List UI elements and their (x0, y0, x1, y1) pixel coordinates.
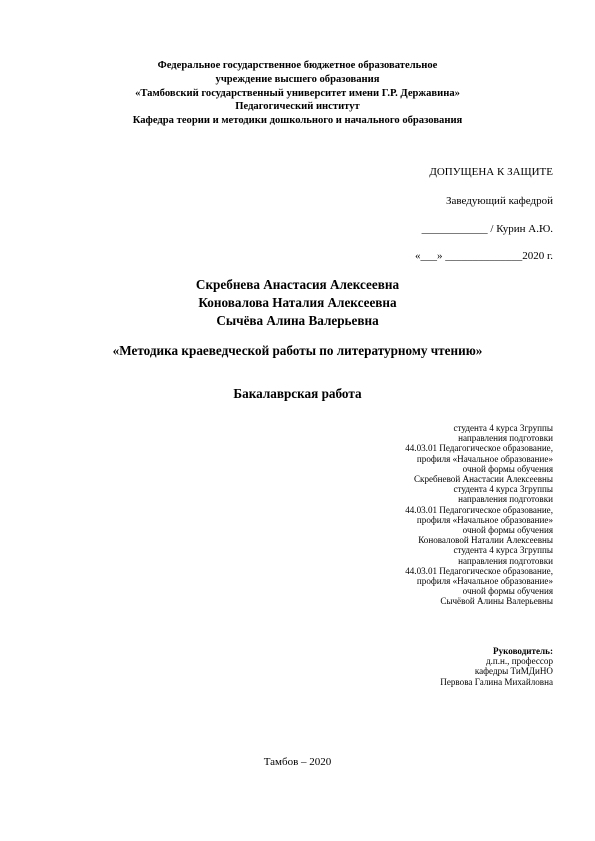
supervisor-label: Руководитель: (493, 646, 553, 656)
author-name: Коновалова Наталия Алексеевна (198, 295, 397, 310)
student-line: студента 4 курса 3группы (453, 423, 553, 433)
authors-block (0, 276, 595, 330)
students-block (405, 423, 553, 607)
signature-line: ____________ / Курин А.Ю. (421, 223, 553, 235)
student-line: 44.03.01 Педагогическое образование, (405, 565, 553, 576)
student-line: 44.03.01 Педагогическое образование, (405, 504, 553, 515)
header-line: Кафедра теории и методики дошкольного и начального образования (132, 115, 463, 127)
student-line: очной формы обучения (462, 586, 553, 597)
thesis-topic: «Методика краеведческой работы по литературному чтению» (112, 343, 483, 358)
student-line: студента 4 курса 3группы (453, 484, 553, 495)
header-line: учреждение высшего образования (215, 73, 380, 85)
student-line: Коноваловой Наталии Алексеевны (418, 535, 553, 546)
student-line: студента 4 курса 3группы (453, 545, 553, 556)
header-line: Педагогический институт (235, 101, 360, 113)
student-line: очной формы обучения (462, 525, 553, 536)
student-line: профиля «Начальное образование» (416, 453, 553, 464)
student-line: профиля «Начальное образование» (416, 576, 553, 587)
header-line: Федеральное государственное бюджетное образовательное (157, 60, 438, 71)
header-line: «Тамбовский государственный университет имени Г.Р. Державина» (135, 87, 460, 99)
student-line: профиля «Начальное образование» (416, 514, 553, 525)
admitted-label: ДОПУЩЕНА К ЗАЩИТЕ (429, 166, 553, 178)
supervisor-name: Первова Галина Михайловна (440, 676, 553, 687)
work-type: Бакалаврская работа (233, 386, 362, 401)
student-line: очной формы обучения (462, 463, 553, 474)
institution-header (0, 59, 595, 128)
author-name: Сычёва Алина Валерьевна (216, 313, 379, 328)
city-year: Тамбов – 2020 (263, 756, 332, 768)
student-line: направления подготовки (458, 494, 553, 505)
student-line: направления подготовки (458, 555, 553, 566)
student-line: 44.03.01 Педагогическое образование, (405, 443, 553, 454)
student-line: Скребневой Анастасии Алексеевны (413, 474, 553, 485)
supervisor-block (440, 646, 553, 687)
supervisor-degree: д.п.н., профессор (485, 656, 553, 667)
author-name: Скребнева Анастасия Алексеевна (195, 277, 400, 292)
supervisor-department: кафедры ТиМДиНО (474, 666, 553, 677)
student-line: направления подготовки (458, 433, 553, 444)
date-line: «___» ______________2020 г. (414, 250, 553, 262)
head-title: Заведующий кафедрой (446, 195, 553, 207)
student-line: Сычёвой Алины Валерьевны (440, 596, 553, 607)
